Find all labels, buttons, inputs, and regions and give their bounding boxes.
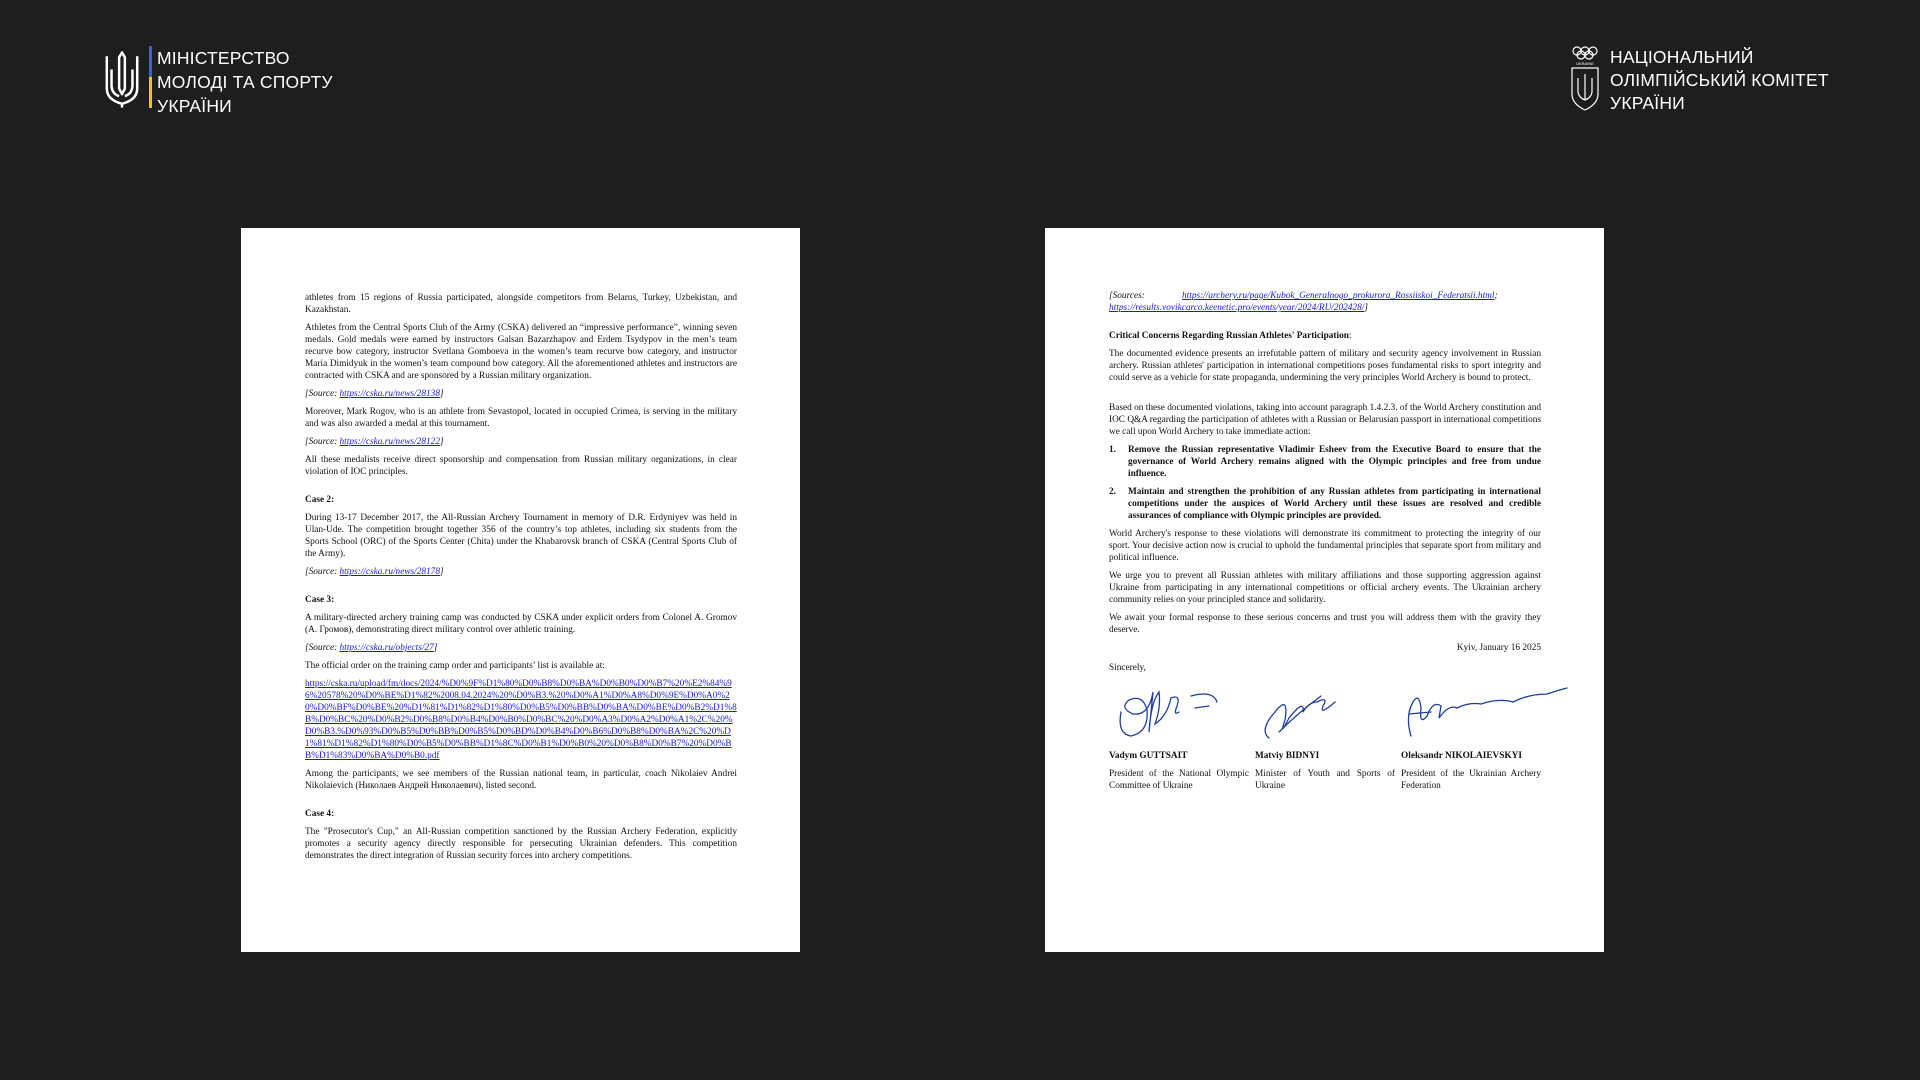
flag-bar — [149, 46, 152, 108]
letter-date: Kyiv, January 16 2025 — [1456, 643, 1541, 653]
order-link-paragraph — [305, 678, 737, 762]
closing: Sincerely, — [1109, 663, 1146, 673]
paragraph: Among the participants, we see members of the Russian national team, in particular, coach Nikolaiev Andrei Nikolaievich (Николаев Андрей Николаевич), listed second. — [305, 769, 737, 791]
paragraph: Based on these documented violations, taking into account paragraph 1.4.2.3. of the World Archery constitution and IOC Q&A regarding the participation of athletes with a Russian or Belarusian passport in international competitions we call upon World Archery to take immediate action: — [1109, 403, 1541, 437]
paragraph: The documented evidence presents an irrefutable pattern of military and security agency involvement in Russian archery. Russian athletes' participation in international competitions poses fundamental risks to sport integrity and could serve as a vehicle for state propaganda, undermining the very principles World Archery is bound to protect. — [1109, 349, 1541, 383]
document-page-1 — [241, 228, 800, 952]
source-citation: [Source: https://cska.ru/objects/27] — [305, 643, 438, 653]
signer-name: Matviy BIDNYI — [1255, 751, 1320, 761]
noc-line-2: ОЛІМПІЙСЬКИЙ КОМІТЕТ — [1610, 70, 1829, 90]
emblem-label: UKRAINE — [1576, 61, 1594, 66]
trident-icon — [103, 50, 141, 110]
order-pdf-link[interactable]: https://cska.ru/upload/fm/docs/2024/%D0%9F%D1%80%D0%B8%D0%BA%D0%B0%D0%B7%20%E2%84%96%20578%20%D0%BE%D1%82%2008.04.2024%20%D0%B3.%20%D0%A1%D0%A8%D0%9E%D0%A0%20%D0%BF%D0%BE%20%D1%81%D1%82%D1%80%D0%B5%D0%BB%D0%BA%D0%BE%D0%B2%D1%8B%D0%BC%20%D0%B2%D0%B8%D0%B4%D0%B0%D0%BC%20%D0%A3%D0%A2%D0%A1%2C%20%D0%B3.%D0%93%D0%B5%D0%BB%D0%B5%D0%BD%D0%B4%D0%B6%D0%B8%D0%BA%2C%20%D1%81%D1%82%D1%80%D0%B5%D0%BB%D1%8C%D0%B1%D0%B0%20%D0%B8%D0%B7%20%D0%BB%D1%83%D0%BA%D0%B0.pdf — [305, 679, 737, 761]
source-link[interactable]: https://cska.ru/news/28138 — [339, 389, 440, 399]
signer-role: Minister of Youth and Sports of Ukraine — [1255, 769, 1395, 791]
source-citation: [Source: https://cska.ru/news/28138] — [305, 389, 444, 399]
ministry-line-2: МОЛОДІ ТА СПОРТУ — [157, 72, 333, 92]
signer-name: Vadym GUTTSAIT — [1109, 751, 1188, 761]
source-link[interactable]: https://cska.ru/objects/27 — [339, 643, 434, 653]
paragraph: athletes from 15 regions of Russia participated, alongside competitors from Belarus, Turkey, Uzbekistan, and Kazakhstan. — [305, 293, 737, 315]
ministry-line-3: УКРАЇНИ — [157, 96, 232, 116]
paragraph: We urge you to prevent all Russian athletes with military affiliations and those supporting aggression against Ukraine from participating in any international competitions or official archery events. The Ukrainian archery community relies on your principled stance and solidarity. — [1109, 571, 1541, 605]
noc-logo — [1570, 46, 1829, 115]
source-citation: [Source: https://cska.ru/news/28122] — [305, 437, 444, 447]
signer-name: Oleksandr NIKOLAIEVSKYI — [1401, 751, 1522, 761]
paragraph: All these medalists receive direct sponsorship and compensation from Russian military organizations, in clear violation of IOC principles. — [305, 455, 737, 477]
olympic-rings-shield-icon — [1570, 46, 1600, 112]
handwritten-signatures — [1109, 672, 1569, 748]
paragraph: We await your formal response to these serious concerns and trust you will address them with the gravity they deserve. — [1109, 613, 1541, 635]
signer — [1401, 750, 1541, 792]
ministry-logo — [103, 46, 333, 118]
case-heading: Case 3: — [305, 595, 335, 605]
paragraph: World Archery's response to these violations will demonstrate its commitment to protecting the integrity of our sport. Your decisive action now is crucial to uphold the fundamental principles that separate sport from military and political influence. — [1109, 529, 1541, 563]
ministry-line-1: МІНІСТЕРСТВО — [157, 48, 290, 68]
case-heading: Case 4: — [305, 809, 335, 819]
action-list — [1109, 444, 1541, 522]
document-page-2 — [1045, 228, 1604, 952]
source-link[interactable]: https://cska.ru/news/28178 — [339, 567, 440, 577]
noc-line-3: УКРАЇНИ — [1610, 93, 1685, 113]
action-item: 2. Maintain and strengthen the prohibition of any Russian athletes from participating in international competitions under the auspices of World Archery until these issues are resolved and credible assurances of compliance with Olympic principles are provided. — [1109, 487, 1541, 521]
noc-line-1: НАЦІОНАЛЬНИЙ — [1610, 47, 1754, 67]
action-item: 1. Remove the Russian representative Vladimir Esheev from the Executive Board to ensure that the governance of World Archery remains aligned with the Olympic principles and free from undue influence. — [1109, 445, 1541, 479]
signer-role: President of the National Olympic Committee of Ukraine — [1109, 769, 1249, 791]
signatures-area — [1109, 680, 1541, 750]
signer-list — [1109, 750, 1541, 792]
source-link[interactable]: https://results.vovikcarco.keenetic.pro/events/year/2024/RU/202428/ — [1109, 303, 1365, 313]
paragraph: Athletes from the Central Sports Club of the Army (CSKA) delivered an “impressive performance”, winning seven medals. Gold medals were earned by instructors Galsan Bazarzhapov and Erdem Tsydypov in the men’s team recurve bow category, instructor Svetlana Gomboeva in the women’s team recurve bow category, and instructor Maria Dimidyuk in the women’s team compound bow category. All the aforementioned athletes and instructors are contracted with CSKA and are sponsored by a Russian military organization. — [305, 323, 737, 381]
source-link[interactable]: https://cska.ru/news/28122 — [339, 437, 440, 447]
paragraph: Moreover, Mark Rogov, who is an athlete from Sevastopol, located in occupied Crimea, is serving in the military and was also awarded a medal at this tournament. — [305, 407, 737, 429]
paragraph: During 13-17 December 2017, the All-Russian Archery Tournament in memory of D.R. Erdyniyev was held in Ulan-Ude. The competition brought together 356 of the country’s top athletes, including six students from the Sports School (ORC) of the Sports Center (Chita) under the Khabarovsk branch of CSKA (Central Sports Club of the Army). — [305, 513, 737, 559]
paragraph: The official order on the training camp order and participants’ list is available at: — [305, 661, 605, 671]
noc-name — [1610, 46, 1829, 115]
signer — [1109, 750, 1249, 792]
section-heading: Critical Concerns Regarding Russian Athletes' Participation: — [1109, 331, 1352, 341]
sources-citation: [Sources: https://archery.ru/page/Kubok_Generalnogo_prokurora_Rossiiskoi_Federatsii.html; https://results.vovikcarco.keenetic.pro/events/year/2024/RU/202428/] — [1109, 291, 1498, 313]
signer — [1255, 750, 1395, 792]
source-citation: [Source: https://cska.ru/news/28178] — [305, 567, 444, 577]
paragraph: A military-directed archery training camp was conducted by CSKA under explicit orders from Colonel A. Gromov (А. Громов), demonstrating direct military control over athletic training. — [305, 613, 737, 635]
paragraph: The "Prosecutor's Cup," an All-Russian competition sanctioned by the Russian Archery Federation, explicitly promotes a security agency directly responsible for persecuting Ukrainian defenders. This competition demonstrates the direct integration of Russian security forces into archery competitions. — [305, 827, 737, 861]
case-heading: Case 2: — [305, 495, 335, 505]
ministry-name — [157, 46, 333, 118]
source-link[interactable]: https://archery.ru/page/Kubok_Generalnogo_prokurora_Rossiiskoi_Federatsii.html — [1182, 291, 1495, 301]
signer-role: President of the Ukrainian Archery Federation — [1401, 769, 1541, 791]
